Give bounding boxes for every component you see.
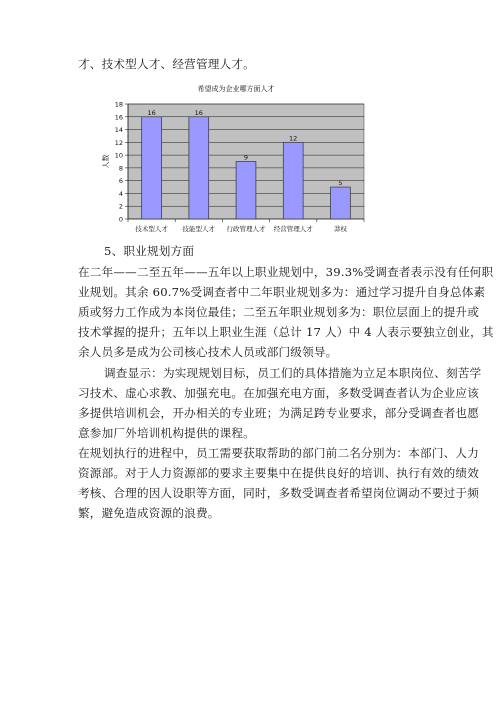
chart-title: 希望成为企业哪方面人才 bbox=[197, 85, 275, 93]
para1-line-2: 业规划。其余 60.7%受调查者中二年职业规划多为：通过学习提升自身总体素 bbox=[78, 285, 486, 299]
y-tick-label: 12 bbox=[114, 138, 123, 147]
bar-chart-svg bbox=[98, 80, 370, 240]
bar-value-label: 5 bbox=[338, 179, 343, 188]
y-tick-label: 14 bbox=[114, 126, 123, 135]
para2-line-1: 调查显示：为实现规划目标，员工们的具体措施为立足本职岗位、刻苦学 bbox=[104, 366, 482, 380]
bar-value-label: 9 bbox=[243, 153, 249, 162]
y-tick-label: 8 bbox=[118, 164, 123, 173]
para1-line-5: 余人员多是成为公司核心技术人员或部门级领导。 bbox=[78, 345, 338, 359]
para1-line-3: 质或努力工作成为本岗位最佳；二至五年职业规划多为：职位层面上的提升或 bbox=[78, 305, 479, 319]
chart-ylabel: 人数 bbox=[102, 154, 110, 169]
para3-line-4: 繁，避免造成资源的浪费。 bbox=[78, 506, 220, 520]
x-tick-label: 技能型人才 bbox=[182, 225, 216, 233]
y-tick-label: 16 bbox=[114, 113, 123, 122]
y-tick-label: 6 bbox=[118, 177, 123, 186]
bar bbox=[189, 117, 209, 219]
bar bbox=[330, 187, 350, 219]
y-tick-label: 4 bbox=[118, 189, 123, 198]
y-tick-label: 2 bbox=[118, 202, 123, 211]
intro-line: 才、技术型人才、经营管理人才。 bbox=[78, 57, 255, 71]
x-tick-label: 经营管理人才 bbox=[273, 225, 313, 233]
bar-value-label: 16 bbox=[194, 108, 203, 117]
bar-value-label: 12 bbox=[289, 134, 298, 143]
para3-line-3: 考核、合理的因人设职等方面，同时，多数受调查者希望岗位调动不要过于频 bbox=[78, 486, 479, 500]
para1-line-1: 在二年——二至五年——五年以上职业规划中，39.3%受调查者表示没有任何职 bbox=[78, 265, 494, 279]
y-tick-label: 0 bbox=[118, 215, 123, 224]
x-tick-label: 技术型人才 bbox=[135, 225, 168, 233]
bar bbox=[142, 117, 162, 219]
x-tick-label: 行政管理人才 bbox=[226, 225, 266, 233]
y-tick-label: 18 bbox=[114, 100, 123, 109]
bar bbox=[236, 162, 256, 220]
plot-area bbox=[115, 101, 364, 234]
para2-line-2: 习技术、虚心求教、加强充电。在加强充电方面，多数受调查者认为企业应该 bbox=[78, 386, 479, 400]
bar-chart bbox=[98, 80, 370, 240]
para3-line-1: 在规划执行的进程中，员工需要获取帮助的部门前二名分别为：本部门、人力 bbox=[78, 446, 479, 460]
para3-line-2: 资源部。对于人力资源部的要求主要集中在提供良好的培训、执行有效的绩效 bbox=[78, 466, 479, 480]
para2-line-3: 多提供培训机会，开办相关的专业班；为满足跨专业要求，部分受调查者也愿 bbox=[78, 406, 479, 420]
y-tick-label: 10 bbox=[114, 151, 123, 160]
bar bbox=[283, 142, 303, 219]
x-tick-label: 莽权 bbox=[333, 225, 347, 233]
para1-line-4: 技术掌握的提升；五年以上职业生涯（总计 17 人）中 4 人表示要独立创业，其 bbox=[78, 325, 494, 339]
bar-value-label: 16 bbox=[147, 108, 156, 117]
para2-line-4: 意参加厂外培训机构提供的课程。 bbox=[78, 426, 255, 440]
section-heading: 5、职业规划方面 bbox=[104, 244, 195, 258]
